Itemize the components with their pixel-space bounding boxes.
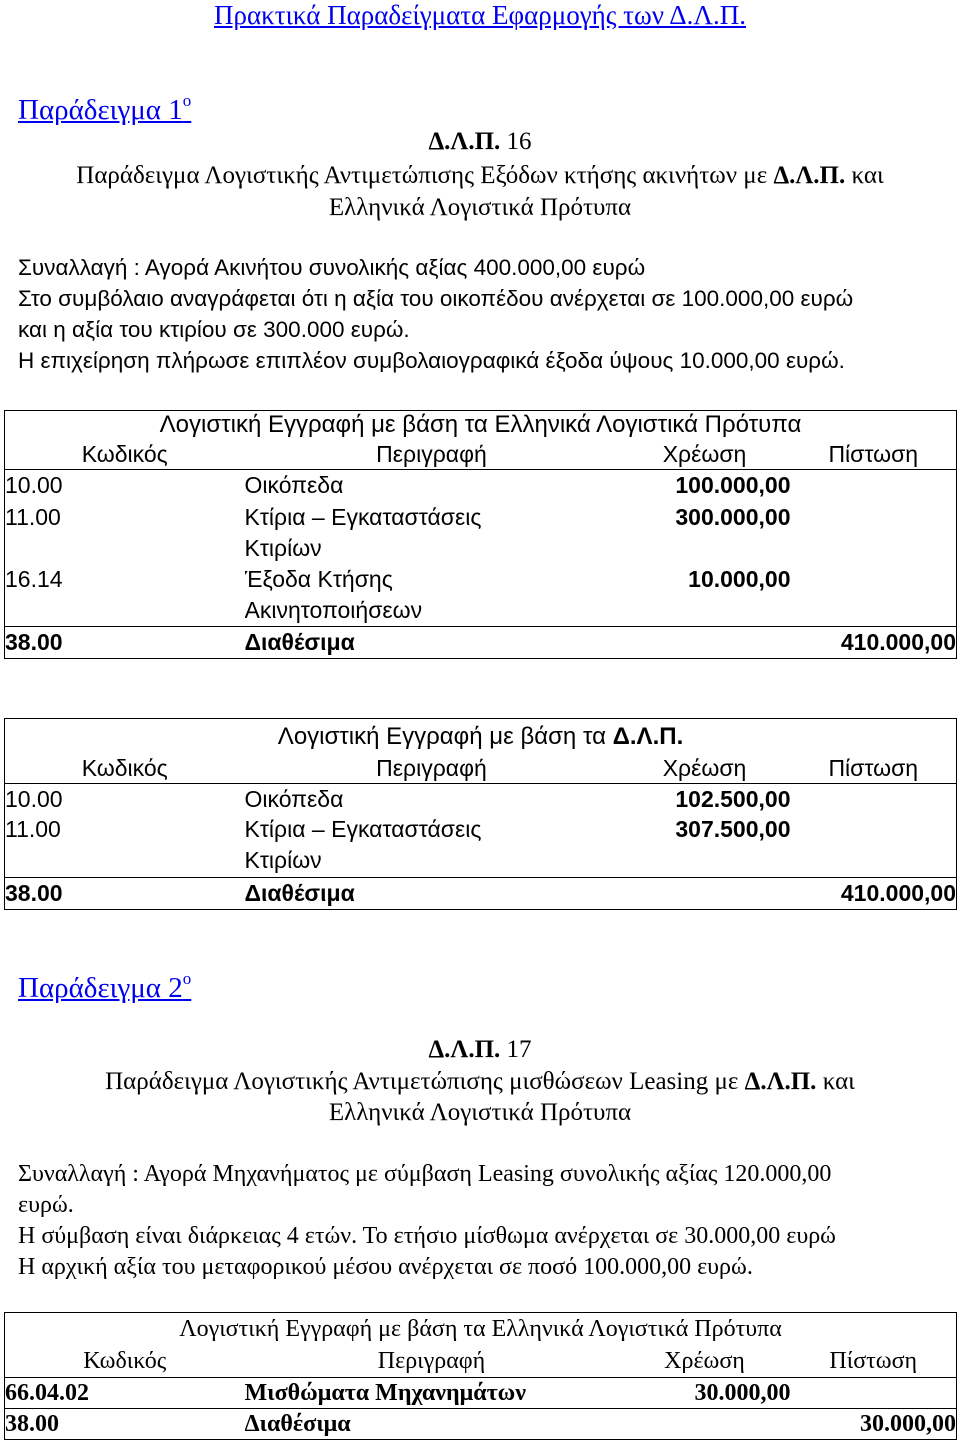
description-line: Κτίρια – Εγκαταστάσεις [244,816,482,842]
debit-amount: 10.000,00 [688,565,791,592]
standard-number: 17 [506,1036,532,1063]
paragraph-line: Συναλλαγή : Αγορά Μηχανήματος με σύμβαση Leasing συνολικής αξίας 120.000,00 [18,1161,832,1187]
table-row [5,502,957,564]
example-2-description [18,1159,836,1283]
table-caption [5,719,957,755]
account-code: 38.00 [5,1411,59,1437]
table-row-total [5,1409,957,1440]
credit-cell [791,470,957,502]
subtitle-text: Παράδειγμα Λογιστικής Αντιμετώπισης Εξόδων κτήσης ακινήτων με [76,162,768,189]
subtitle-text-end: και [822,1068,855,1095]
account-code: 10.00 [5,786,63,812]
account-description [245,627,619,659]
table-caption-row [5,411,957,440]
column-header-credit: Πίστωση [828,441,919,467]
credit-amount: 30.000,00 [860,1411,956,1437]
subtitle-text-end: και [851,162,884,189]
description-line: Ακινητοποιήσεων [244,596,423,623]
account-code: 38.00 [5,879,63,906]
standard-abbreviation: Δ.Λ.Π. [428,1036,501,1063]
account-description [245,1409,619,1440]
example-1-description [18,252,853,376]
column-header-debit: Χρέωση [662,441,747,467]
description-line: Διαθέσιμα [244,1411,351,1437]
table-row [5,470,957,502]
subtitle-line-1 [0,1066,960,1097]
description-line: Κτιρίων [244,534,322,561]
description-line: Διαθέσιμα [244,629,355,655]
example-1-heading-wrapper [18,92,191,128]
example-1-ias-entry-table [4,718,957,910]
paragraph-line: Η επιχείρηση πλήρωσε επιπλέον συμβολαιογραφικά έξοδα ύψους 10.000,00 ευρώ. [18,348,845,373]
credit-cell [791,784,957,815]
account-description [245,564,619,627]
description-line: Οικόπεδα [244,786,344,812]
example-1-greek-standards-entry-table [4,410,957,659]
table-caption: Λογιστική Εγγραφή με βάση τα Ελληνικά Λογιστικά Πρότυπα [159,411,802,438]
account-code: 10.00 [5,472,63,498]
table-caption-row [5,719,957,755]
column-header-code: Κωδικός [83,1348,167,1374]
example-2-subtitle [0,1066,960,1128]
description-line: Διαθέσιμα [244,879,355,906]
account-code: 16.14 [5,565,63,592]
example-2-heading-wrapper [18,970,191,1006]
paragraph-line: Η αρχική αξία του μεταφορικού μέσου ανέρχεται σε ποσό 100.000,00 ευρώ. [18,1254,753,1280]
example-1-subtitle [0,160,960,224]
subtitle-line-2: Ελληνικά Λογιστικά Πρότυπα [328,1099,632,1126]
description-line: Έξοδα Κτήσης [244,565,393,592]
standard-number: 16 [506,128,532,155]
paragraph-line: Η σύμβαση είναι διάρκειας 4 ετών. Το ετήσιο μίσθωμα ανέρχεται σε 30.000,00 ευρώ [18,1223,836,1249]
account-code: 66.04.02 [5,1380,89,1406]
table-header-row [5,439,957,470]
subtitle-line-1 [0,160,960,192]
subtitle-line-2: Ελληνικά Λογιστικά Πρότυπα [328,194,632,221]
debit-cell [619,1409,791,1440]
description-line: Μισθώματα Μηχανημάτων [244,1380,526,1406]
example-2-greek-standards-entry-table [4,1312,957,1440]
paragraph-line: και η αξία του κτιρίου σε 300.000 ευρώ. [18,317,410,342]
account-description [245,1378,619,1409]
ordinal-indicator: ο [182,91,192,110]
example-1-standard [0,126,960,158]
description-line: Κτιρίων [244,847,322,873]
credit-cell [791,564,957,627]
credit-cell [791,1378,957,1409]
table-header-row [5,1346,957,1378]
example-1-heading: Παράδειγμα 1 [18,94,183,126]
account-description [245,877,619,909]
column-header-credit: Πίστωση [828,755,919,781]
description-line: Κτίρια – Εγκαταστάσεις [244,503,482,530]
example-2-heading: Παράδειγμα 2 [18,972,183,1004]
caption-abbreviation: Δ.Λ.Π. [612,723,684,750]
column-header-description: Περιγραφή [376,755,487,781]
table-caption: Λογιστική Εγγραφή με βάση τα Ελληνικά Λογιστικά Πρότυπα [179,1316,782,1342]
column-header-description: Περιγραφή [377,1348,486,1374]
debit-amount: 30.000,00 [694,1380,791,1406]
debit-amount: 102.500,00 [675,786,791,812]
example-2-heading-link[interactable] [18,969,192,1004]
account-description [245,502,619,564]
debit-cell [619,627,791,659]
account-description [245,784,619,815]
subtitle-text: Παράδειγμα Λογιστικής Αντιμετώπισης μισθώσεων Leasing με [105,1068,739,1095]
account-code: 11.00 [5,816,61,842]
account-code: 38.00 [5,629,63,655]
debit-amount: 307.500,00 [675,816,791,842]
column-header-code: Κωδικός [81,441,168,467]
table-row-total [5,627,957,659]
standard-abbreviation: Δ.Λ.Π. [428,128,501,155]
table-row-total [5,877,957,909]
table-row [5,1378,957,1409]
column-header-debit: Χρέωση [662,755,747,781]
table-row [5,784,957,815]
paragraph-line: Συναλλαγή : Αγορά Ακινήτου συνολικής αξίας 400.000,00 ευρώ [18,255,646,280]
example-1-heading-link[interactable] [18,91,192,126]
table-header-row [5,754,957,784]
paragraph-line: ευρώ. [18,1192,74,1218]
credit-cell [791,814,957,877]
column-header-description: Περιγραφή [376,441,487,467]
credit-amount: 410.000,00 [840,879,957,906]
table-caption-row [5,1313,957,1347]
description-line: Οικόπεδα [244,472,344,498]
account-code: 11.00 [5,503,61,530]
column-header-credit: Πίστωση [829,1348,918,1374]
caption-text: Λογιστική Εγγραφή με βάση τα [277,723,606,750]
column-header-code: Κωδικός [81,755,168,781]
account-description [245,470,619,502]
subtitle-abbreviation: Δ.Λ.Π. [744,1068,817,1095]
debit-amount: 300.000,00 [675,503,791,530]
ordinal-indicator: ο [182,969,192,988]
document-title-link[interactable]: Πρακτικά Παραδείγματα Εφαρμογής των Δ.Λ.Π. [214,0,746,30]
debit-amount: 100.000,00 [675,472,791,498]
table-row [5,814,957,877]
debit-cell [619,877,791,909]
subtitle-abbreviation: Δ.Λ.Π. [773,162,846,189]
document-title-wrapper [0,0,960,30]
credit-cell [791,502,957,564]
table-row [5,564,957,627]
paragraph-line: Στο συμβόλαιο αναγράφεται ότι η αξία του οικοπέδου ανέρχεται σε 100.000,00 ευρώ [18,286,854,311]
column-header-debit: Χρέωση [664,1348,745,1374]
credit-amount: 410.000,00 [840,629,956,655]
example-2-standard [0,1034,960,1066]
account-description [245,814,619,877]
